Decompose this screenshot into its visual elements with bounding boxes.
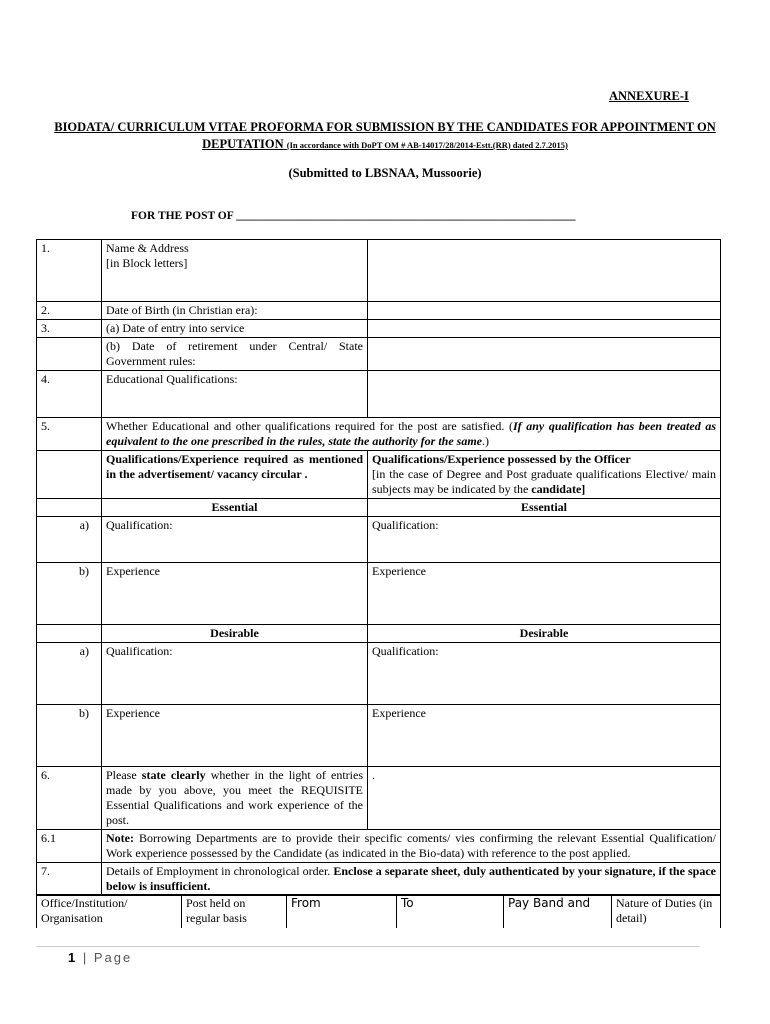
education-field[interactable]: [368, 371, 721, 418]
dob-field[interactable]: [368, 302, 721, 320]
row-number: a): [37, 517, 102, 563]
row-desirable-header: [37, 625, 721, 643]
row-label: (a) Date of entry into service: [102, 320, 368, 338]
row-qualification-satisfied: [37, 418, 721, 451]
row-number: 6.: [37, 767, 102, 830]
annexure-label: ANNEXURE-I: [609, 89, 689, 103]
col-post: Post held on regular basis: [182, 895, 287, 928]
essential-label: Essential: [368, 499, 721, 517]
row-name-address: [37, 240, 721, 302]
row-number: 4.: [37, 371, 102, 418]
col-pay-band: Pay Band and: [504, 895, 612, 928]
row-label: Date of Birth (in Christian era):: [102, 302, 368, 320]
employment-instructions: Details of Employment in chronological order. Enclose a separate sheet, duly authenticated by your signature, if the space below is insufficient.: [102, 863, 721, 896]
possessed-qualification-field[interactable]: Qualification:: [368, 643, 721, 705]
employment-table: [36, 894, 721, 928]
row-essential-header: [37, 499, 721, 517]
entry-date-field[interactable]: [368, 320, 721, 338]
row-label: Please state clearly whether in the light of entries made by you above, you meet the REQUISITE Essential Qualifications and work experience of the post.: [102, 767, 368, 830]
title-main: BIODATA/ CURRICULUM VITAE PROFORMA FOR SUBMISSION BY THE CANDIDATES FOR APPOINTMENT ON DEPUTATION: [54, 120, 716, 151]
row-number: a): [37, 643, 102, 705]
row-dob: [37, 302, 721, 320]
row-essential-qualification: [37, 517, 721, 563]
state-clearly-field[interactable]: .: [368, 767, 721, 830]
col-from: From: [287, 895, 397, 928]
row-entry-date: [37, 320, 721, 338]
row-retirement-date: [37, 338, 721, 371]
row-label: Whether Educational and other qualifications required for the post are satisfied. (If any qualification has been treated as equivalent to the one prescribed in the rules, state the authority for the same.): [102, 418, 721, 451]
post-field[interactable]: FOR THE POST OF ___________________________________________________________: [131, 210, 576, 222]
row-label: Educational Qualifications:: [102, 371, 368, 418]
row-number: 6.1: [37, 830, 102, 863]
footer-divider: [36, 946, 700, 947]
row-number: 3.: [37, 320, 102, 338]
row-employment: [37, 863, 721, 896]
retirement-date-field[interactable]: [368, 338, 721, 371]
possessed-qualification-field[interactable]: Qualification:: [368, 517, 721, 563]
row-number: 7.: [37, 863, 102, 896]
desirable-label: Desirable: [102, 625, 368, 643]
required-qualification: Qualification:: [102, 517, 368, 563]
biodata-table: [36, 239, 721, 896]
row-number: b): [37, 705, 102, 767]
note-text: Note: Borrowing Departments are to provide their specific coments/ vies confirming the relevant Essential Qualification/ Work experience possessed by the Candidate (as indicated in the Bio-data) with reference to the post applied.: [102, 830, 721, 863]
name-address-field[interactable]: [368, 240, 721, 302]
col-duties: Nature of Duties (in detail): [612, 895, 721, 928]
row-number: 5.: [37, 418, 102, 451]
title-note: (In accordance with DoPT OM # AB-14017/28/2014-Estt.(RR) dated 2.7.2015): [286, 140, 568, 150]
row-education: [37, 371, 721, 418]
submitted-to: (Submitted to LBSNAA, Mussoorie): [288, 166, 482, 180]
page-number: 1 | Page: [68, 950, 133, 965]
required-header: Qualifications/Experience required as mentioned in the advertisement/ vacancy circular .: [102, 451, 368, 499]
required-experience: Experience: [102, 705, 368, 767]
row-label: Name & Address [in Block letters]: [102, 240, 368, 302]
col-office: Office/Institution/ Organisation: [37, 895, 182, 928]
row-desirable-qualification: [37, 643, 721, 705]
row-label: (b) Date of retirement under Central/ State Government rules:: [102, 338, 368, 371]
row-qualification-headers: [37, 451, 721, 499]
row-number: b): [37, 563, 102, 625]
row-desirable-experience: [37, 705, 721, 767]
possessed-experience-field[interactable]: Experience: [368, 705, 721, 767]
possessed-header: Qualifications/Experience possessed by the Officer [in the case of Degree and Post graduate qualifications Elective/ main subjects may be indicated by the candidate]: [368, 451, 721, 499]
form-title: [40, 119, 730, 154]
row-number: 2.: [37, 302, 102, 320]
possessed-experience-field[interactable]: Experience: [368, 563, 721, 625]
desirable-label: Desirable: [368, 625, 721, 643]
required-qualification: Qualification:: [102, 643, 368, 705]
required-experience: Experience: [102, 563, 368, 625]
row-essential-experience: [37, 563, 721, 625]
row-state-clearly: [37, 767, 721, 830]
col-to: To: [397, 895, 504, 928]
employment-header-row: [37, 895, 721, 928]
essential-label: Essential: [102, 499, 368, 517]
row-note: [37, 830, 721, 863]
row-number: 1.: [37, 240, 102, 302]
